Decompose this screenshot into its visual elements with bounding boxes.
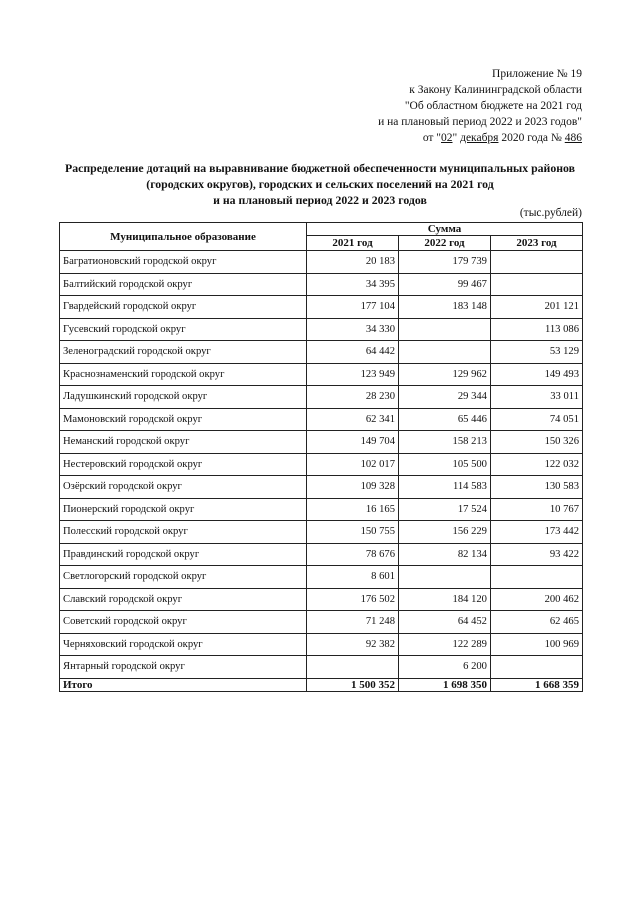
table-row [60, 476, 583, 499]
value-2023-cell [490, 273, 582, 296]
table-row [60, 633, 583, 656]
value-2023-cell [490, 566, 582, 589]
value-2023-cell: 122 032 [490, 453, 582, 476]
date-year: 2020 года № [498, 132, 565, 144]
value-2021-cell: 34 395 [307, 273, 399, 296]
municipality-cell: Полесский городской округ [60, 521, 307, 544]
value-2023-cell: 33 011 [490, 386, 582, 409]
value-2021-cell: 102 017 [307, 453, 399, 476]
column-header-2023: 2023 год [490, 236, 582, 251]
law-number: 486 [564, 132, 582, 144]
value-2023-cell: 130 583 [490, 476, 582, 499]
value-2022-cell: 105 500 [399, 453, 491, 476]
value-2023-cell [490, 656, 582, 679]
value-2021-cell: 34 330 [307, 318, 399, 341]
subsidy-table [59, 222, 583, 692]
table-row [60, 656, 583, 679]
value-2021-cell: 62 341 [307, 408, 399, 431]
value-2022-cell: 17 524 [399, 498, 491, 521]
value-2021-cell: 20 183 [307, 251, 399, 274]
municipality-cell: Балтийский городской округ [60, 273, 307, 296]
table-row [60, 588, 583, 611]
column-header-sum: Сумма [307, 223, 583, 236]
column-header-2022: 2022 год [399, 236, 491, 251]
value-2023-cell: 150 326 [490, 431, 582, 454]
title-line-1: Распределение дотаций на выравнивание бюджетной обеспеченности муниципальных районов [65, 161, 575, 175]
table-row [60, 611, 583, 634]
table-row [60, 273, 583, 296]
title-line-3: и на плановый период 2022 и 2023 годов [213, 193, 427, 207]
table-row [60, 386, 583, 409]
appendix-date-line [378, 130, 582, 146]
value-2022-cell: 29 344 [399, 386, 491, 409]
municipality-cell: Краснознаменский городской округ [60, 363, 307, 386]
appendix-header [378, 66, 582, 146]
total-2023: 1 668 359 [490, 678, 582, 691]
value-2021-cell: 177 104 [307, 296, 399, 319]
municipality-cell: Славский городской округ [60, 588, 307, 611]
value-2022-cell [399, 318, 491, 341]
municipality-cell: Неманский городской округ [60, 431, 307, 454]
municipality-cell: Зеленоградский городской округ [60, 341, 307, 364]
municipality-cell: Мамоновский городской округ [60, 408, 307, 431]
value-2022-cell: 114 583 [399, 476, 491, 499]
value-2021-cell: 8 601 [307, 566, 399, 589]
table-row [60, 431, 583, 454]
value-2022-cell: 82 134 [399, 543, 491, 566]
value-2023-cell: 173 442 [490, 521, 582, 544]
table-row [60, 566, 583, 589]
value-2021-cell: 176 502 [307, 588, 399, 611]
table-row [60, 408, 583, 431]
table-row [60, 363, 583, 386]
appendix-law-title: "Об областном бюджете на 2021 год [404, 100, 582, 112]
municipality-cell: Багратионовский городской округ [60, 251, 307, 274]
value-2021-cell [307, 656, 399, 679]
total-2021: 1 500 352 [307, 678, 399, 691]
value-2023-cell: 74 051 [490, 408, 582, 431]
value-2023-cell [490, 251, 582, 274]
value-2022-cell: 6 200 [399, 656, 491, 679]
column-header-municipality: Муниципальное образование [60, 223, 307, 251]
municipality-cell: Ладушкинский городской округ [60, 386, 307, 409]
value-2022-cell [399, 566, 491, 589]
table-row [60, 521, 583, 544]
value-2021-cell: 150 755 [307, 521, 399, 544]
value-2021-cell: 109 328 [307, 476, 399, 499]
value-2023-cell: 53 129 [490, 341, 582, 364]
value-2023-cell: 201 121 [490, 296, 582, 319]
value-2022-cell: 158 213 [399, 431, 491, 454]
value-2021-cell: 78 676 [307, 543, 399, 566]
table-row [60, 318, 583, 341]
value-2022-cell: 64 452 [399, 611, 491, 634]
value-2021-cell: 64 442 [307, 341, 399, 364]
value-2023-cell: 93 422 [490, 543, 582, 566]
appendix-number: Приложение № 19 [492, 68, 582, 80]
date-month: декабря [460, 132, 499, 144]
value-2021-cell: 123 949 [307, 363, 399, 386]
value-2021-cell: 71 248 [307, 611, 399, 634]
value-2023-cell: 149 493 [490, 363, 582, 386]
value-2022-cell: 129 962 [399, 363, 491, 386]
municipality-cell: Пионерский городской округ [60, 498, 307, 521]
date-mid: " [452, 132, 461, 144]
municipality-cell: Нестеровский городской округ [60, 453, 307, 476]
date-day: 02 [441, 132, 453, 144]
municipality-cell: Гусевский городской округ [60, 318, 307, 341]
value-2023-cell: 100 969 [490, 633, 582, 656]
date-prefix: от " [422, 132, 442, 144]
value-2022-cell [399, 341, 491, 364]
value-2023-cell: 113 086 [490, 318, 582, 341]
value-2022-cell: 183 148 [399, 296, 491, 319]
municipality-cell: Правдинский городской округ [60, 543, 307, 566]
total-2022: 1 698 350 [399, 678, 491, 691]
value-2022-cell: 122 289 [399, 633, 491, 656]
table-row [60, 498, 583, 521]
municipality-cell: Светлогорский городской округ [60, 566, 307, 589]
total-label: Итого [60, 678, 307, 691]
value-2022-cell: 65 446 [399, 408, 491, 431]
appendix-law-ref: к Закону Калининградской области [409, 84, 582, 96]
value-2021-cell: 149 704 [307, 431, 399, 454]
table-row [60, 453, 583, 476]
municipality-cell: Янтарный городской округ [60, 656, 307, 679]
value-2023-cell: 200 462 [490, 588, 582, 611]
municipality-cell: Советский городской округ [60, 611, 307, 634]
document-title [40, 160, 600, 208]
table-row [60, 341, 583, 364]
table-row [60, 251, 583, 274]
value-2021-cell: 16 165 [307, 498, 399, 521]
value-2023-cell: 10 767 [490, 498, 582, 521]
value-2022-cell: 156 229 [399, 521, 491, 544]
total-row [60, 678, 583, 691]
value-2021-cell: 92 382 [307, 633, 399, 656]
municipality-cell: Озёрский городской округ [60, 476, 307, 499]
column-header-2021: 2021 год [307, 236, 399, 251]
municipality-cell: Гвардейский городской округ [60, 296, 307, 319]
units-label: (тыс.рублей) [519, 207, 582, 219]
value-2022-cell: 184 120 [399, 588, 491, 611]
value-2022-cell: 99 467 [399, 273, 491, 296]
value-2022-cell: 179 739 [399, 251, 491, 274]
municipality-cell: Черняховский городской округ [60, 633, 307, 656]
title-line-2: (городских округов), городских и сельских поселений на 2021 год [146, 177, 494, 191]
appendix-law-period: и на плановый период 2022 и 2023 годов" [378, 116, 582, 128]
table-row [60, 543, 583, 566]
value-2021-cell: 28 230 [307, 386, 399, 409]
table-row [60, 296, 583, 319]
value-2023-cell: 62 465 [490, 611, 582, 634]
